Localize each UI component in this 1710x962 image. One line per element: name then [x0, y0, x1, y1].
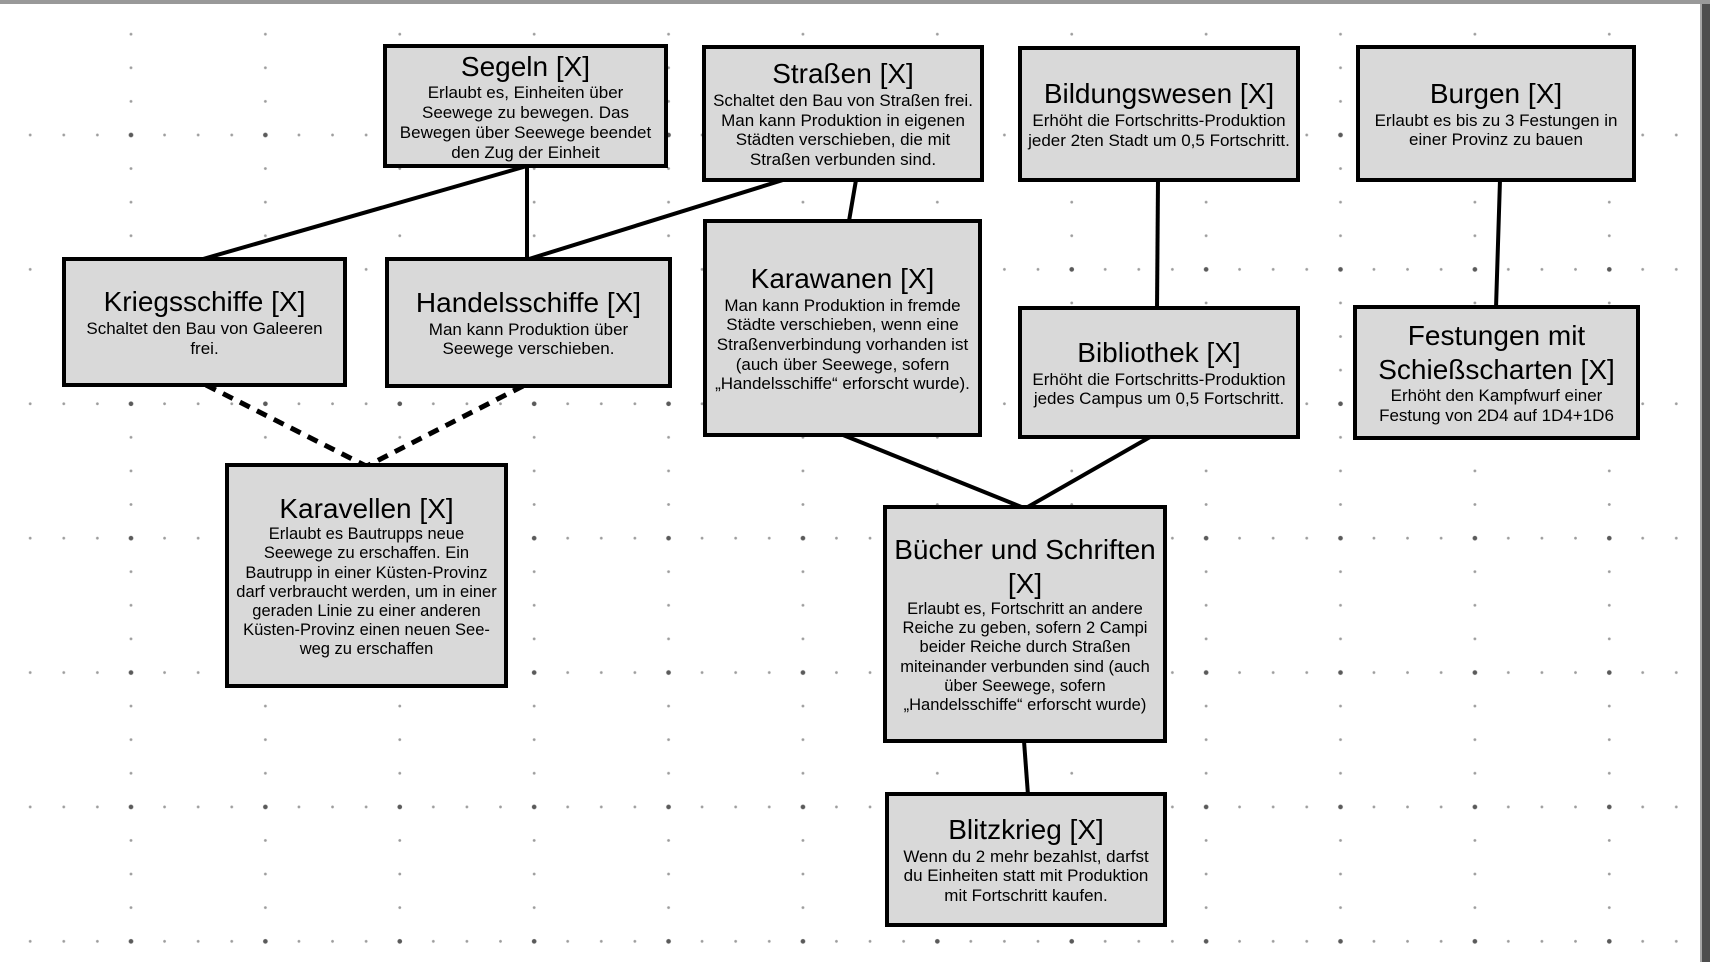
node-strassen-title: Straßen [X] [772, 58, 914, 90]
node-kriegsschiffe-title: Kriegsschiffe [X] [103, 286, 306, 318]
node-kriegsschiffe-body: Schaltet den Bau von Galeeren frei. [86, 319, 323, 358]
node-blitzkrieg[interactable] [885, 792, 1167, 927]
node-handelsschiffe-title: Handelsschiffe [X] [415, 286, 642, 318]
node-blitzkrieg-body: Wenn du 2 mehr bezahlst, darfst du Einheiten statt mit Produktion mit Fortschritt kaufen. [903, 846, 1149, 906]
connector-bibliothek-buecher[interactable] [1026, 437, 1150, 508]
connector-buecher-blitzkrieg[interactable] [1024, 741, 1028, 795]
node-kriegsschiffe[interactable] [62, 257, 347, 387]
node-segeln-title: Segeln [X] [460, 50, 591, 82]
window-top-edge [0, 0, 1710, 4]
connector-kriegsschiffe-karavellen[interactable] [206, 385, 366, 466]
node-festungen[interactable] [1353, 305, 1640, 440]
connector-burgen-festungen[interactable] [1496, 180, 1500, 308]
node-bildungswesen-title: Bildungswesen [X] [1043, 78, 1275, 110]
node-burgen[interactable] [1356, 45, 1636, 182]
node-bildungswesen-body: Erhöht die Fortschritts-Produktion jeder 2ten Stadt um 0,5 Fortschritt. [1028, 111, 1290, 150]
node-handelsschiffe-body: Man kann Produktion über Seewege verschieben. [428, 319, 629, 359]
node-handelsschiffe[interactable] [385, 257, 672, 388]
node-burgen-body: Erlaubt es bis zu 3 Festungen in einer Provinz zu bauen [1374, 110, 1618, 150]
node-bibliothek-title: Bibliothek [X] [1077, 336, 1241, 368]
node-karavellen-body: Erlaubt es Bautrupps neue Seewege zu erschaffen. Ein Bautrupp in einer Küsten-Provinz darf verbraucht werden, um in einer geraden Linie zu einer anderen Küsten-Provinz einen neuen See-weg zu erschaffen [236, 525, 497, 659]
connector-handelsschiffe-karavellen[interactable] [367, 386, 523, 466]
node-karawanen[interactable] [703, 219, 982, 437]
node-bibliothek[interactable] [1018, 306, 1300, 439]
connector-karawanen-buecher[interactable] [843, 435, 1024, 508]
node-strassen[interactable] [702, 45, 984, 182]
connector-segeln-kriegsschiffe[interactable] [203, 166, 527, 259]
node-bildungswesen[interactable] [1018, 46, 1300, 182]
node-festungen-body: Erhöht den Kampfwurf einer Festung von 2D4 auf 1D4+1D6 [1379, 386, 1614, 426]
node-blitzkrieg-title: Blitzkrieg [X] [948, 814, 1104, 846]
node-burgen-title: Burgen [X] [1429, 77, 1563, 109]
node-festungen-title: Festungen mit Schießscharten [X] [1378, 320, 1615, 385]
node-karavellen-title: Karavellen [X] [279, 492, 454, 524]
node-strassen-body: Schaltet den Bau von Straßen frei. Man kann Produktion in eigenen Städten verschieben, die mit Straßen verbunden sind. [713, 90, 973, 170]
node-bibliothek-body: Erhöht die Fortschritts-Produktion jedes Campus um 0,5 Fortschritt. [1032, 369, 1286, 409]
node-karawanen-body: Man kann Produktion in fremde Städte verschieben, wenn eine Straßenverbindung vorhanden ist (auch über Seewege, sofern „Handelsschiffe“ erforscht wurde). [715, 295, 970, 394]
connector-strassen-karawanen[interactable] [849, 180, 856, 221]
connector-bildungswesen-bibliothek[interactable] [1157, 180, 1158, 309]
node-segeln[interactable] [383, 44, 668, 168]
right-scrollbar[interactable] [1700, 4, 1710, 962]
node-buecher[interactable] [883, 505, 1167, 743]
node-segeln-body: Erlaubt es, Einheiten über Seewege zu bewegen. Das Bewegen über Seewege beendet den Zug der Einheit [399, 83, 652, 162]
node-karawanen-title: Karawanen [X] [750, 262, 935, 294]
node-karavellen[interactable] [225, 463, 508, 688]
node-buecher-body: Erlaubt es, Fortschritt an andere Reiche zu geben, sofern 2 Campi beider Reiche durch Straßen miteinander verbunden sind (auch über Seewege, sofern „Handelsschiffe“ erforscht wurde) [900, 600, 1150, 714]
node-buecher-title: Bücher und Schriften [X] [894, 534, 1156, 599]
